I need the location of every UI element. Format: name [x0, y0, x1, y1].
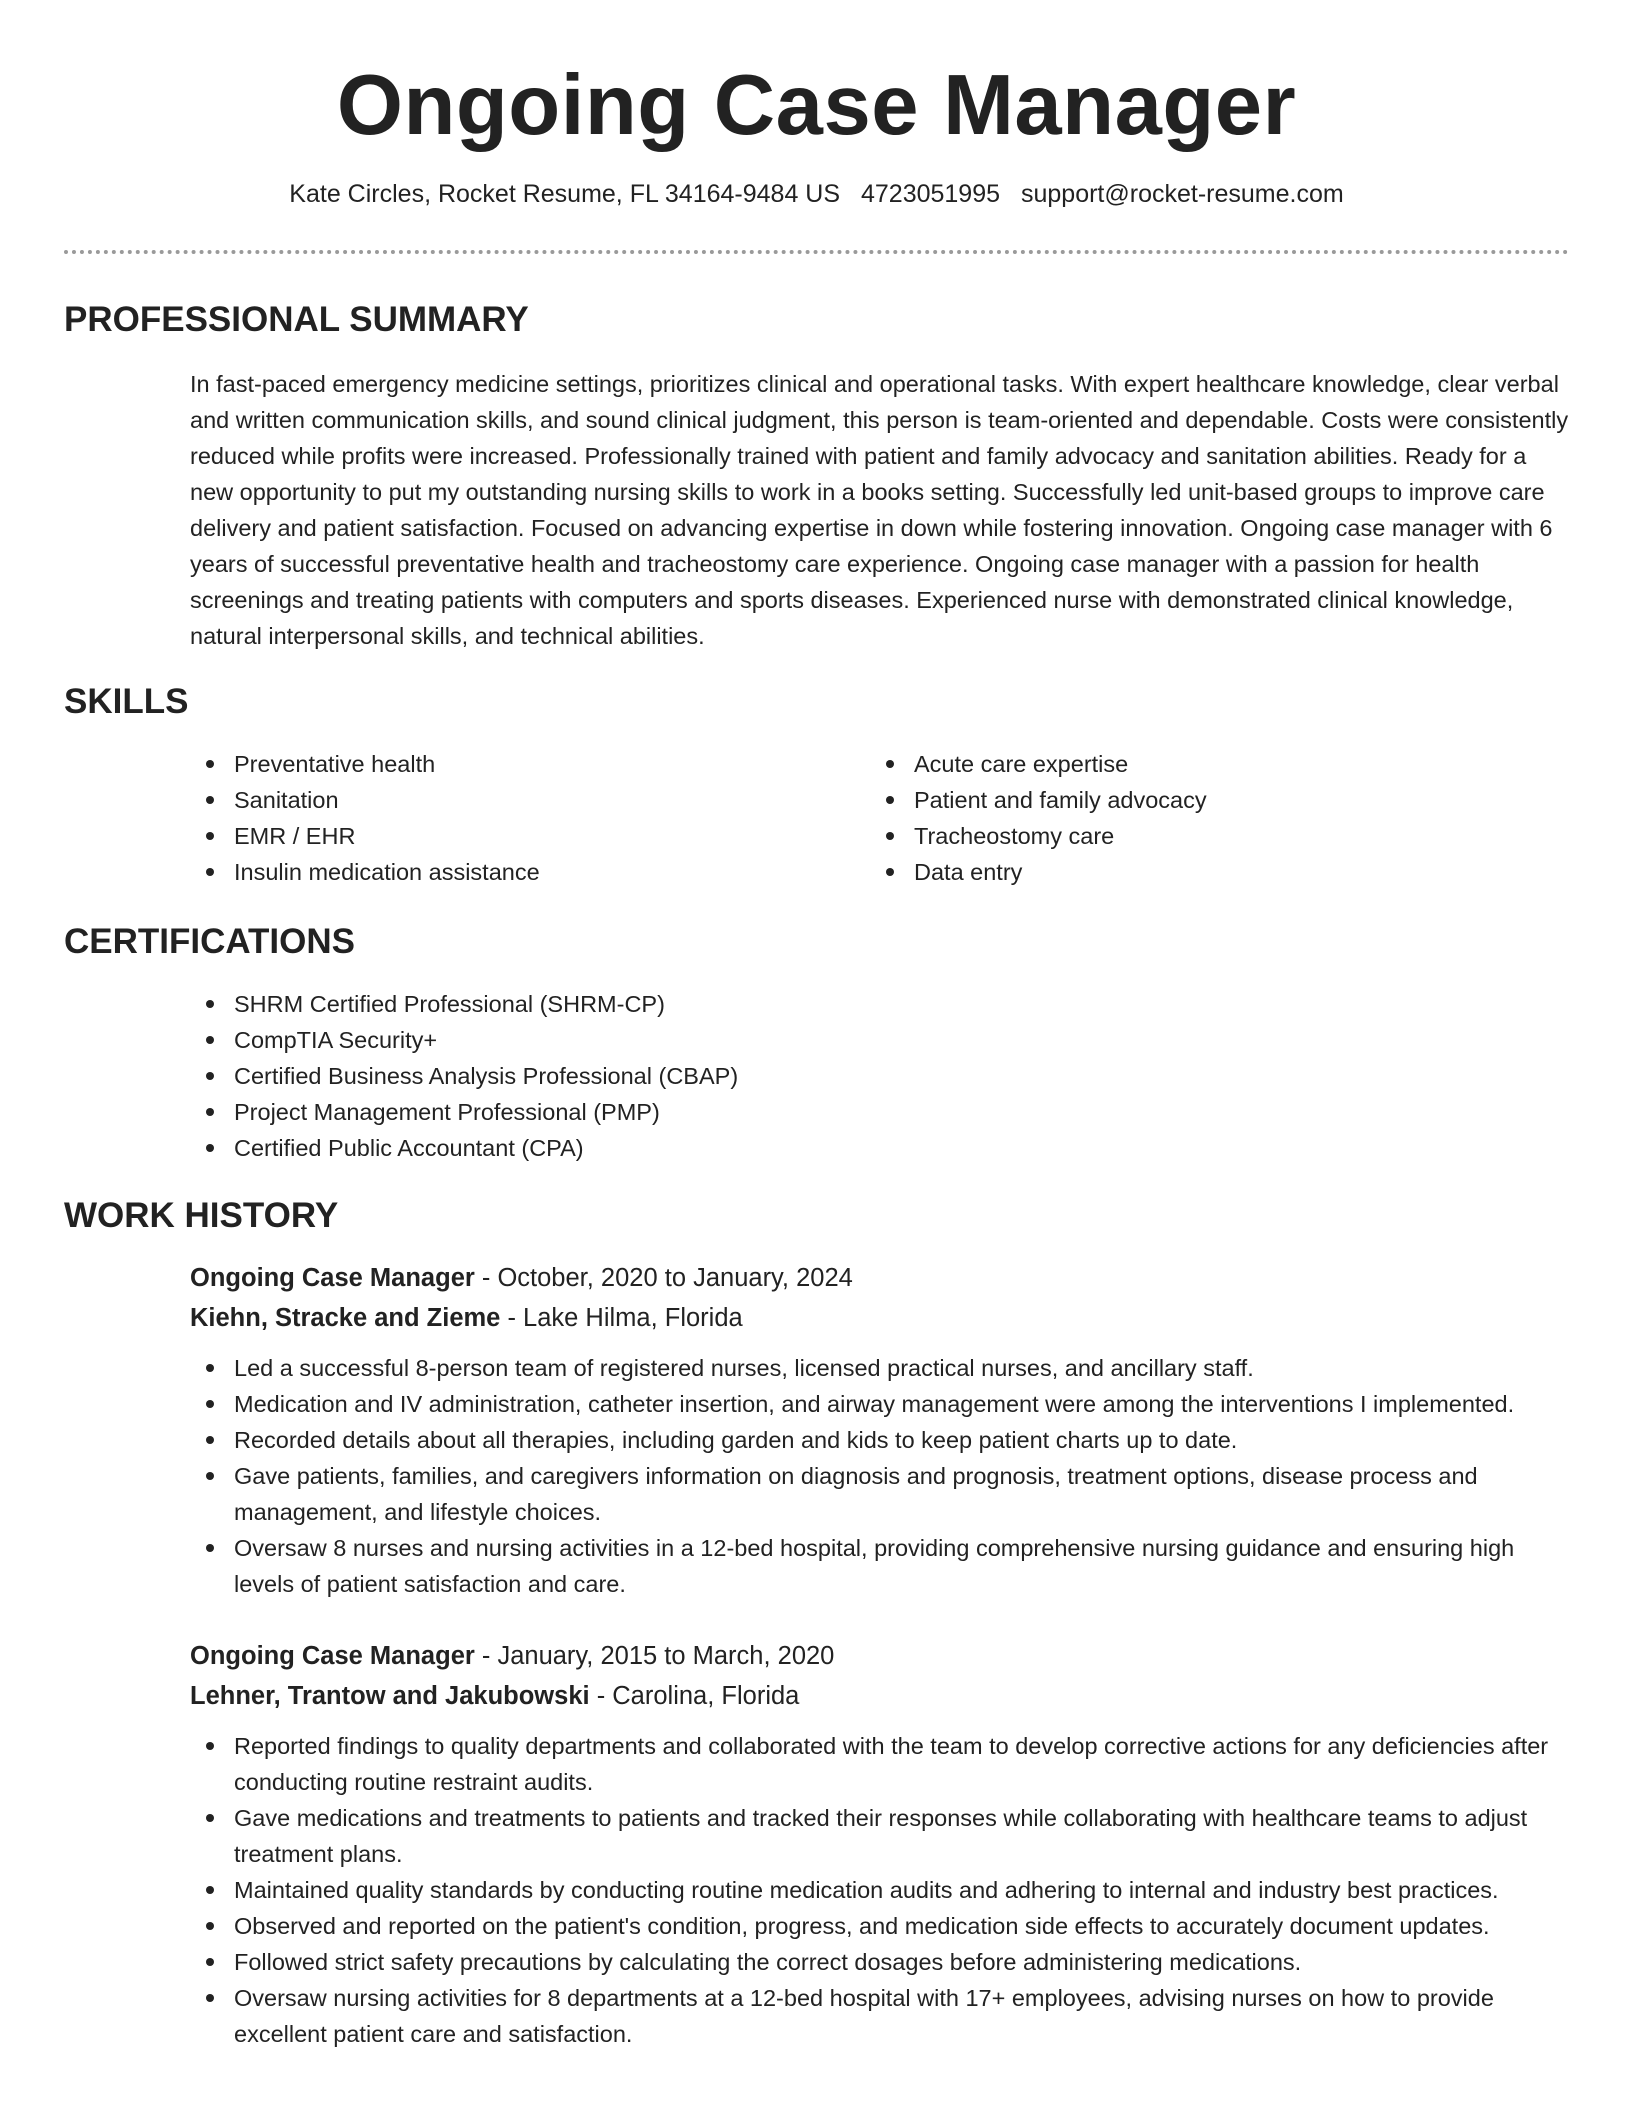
list-item: Followed strict safety precautions by calculating the correct dosages before administering medications.: [190, 1944, 1569, 1980]
list-item: Gave patients, families, and caregivers information on diagnosis and prognosis, treatment options, disease process and management, and lifestyle choices.: [190, 1458, 1569, 1530]
summary-text: In fast-paced emergency medicine settings, prioritizes clinical and operational tasks. With expert healthcare knowledge, clear verbal and written communication skills, and sound clinical judgment, this person is team-oriented and dependable. Costs were consistently reduced while profits were increased. Professionally trained with patient and family advocacy and sanitation abilities. Ready for a new opportunity to put my outstanding nursing skills to work in a books setting. Successfully led unit-based groups to improve care delivery and patient satisfaction. Focused on advancing expertise in down while fostering innovation. Ongoing case manager with 6 years of successful preventative health and tracheostomy care experience. Ongoing case manager with a passion for health screenings and treating patients with computers and sports diseases. Experienced nurse with demonstrated clinical knowledge, natural interpersonal skills, and technical abilities.: [190, 371, 1569, 649]
resume-page: [64, 0, 1569, 2047]
job-bullets: [190, 1350, 1569, 1602]
list-item: Sanitation: [190, 782, 870, 818]
work-history-heading: WORK HISTORY: [64, 1196, 339, 1235]
contact-phone: 4723051995: [860, 180, 1001, 208]
list-item: Recorded details about all therapies, including garden and kids to keep patient charts up to date.: [190, 1422, 1569, 1458]
skills-section: [64, 680, 1569, 890]
job-entry: [190, 1636, 1569, 2052]
contact-line: [64, 178, 1569, 210]
list-item: Acute care expertise: [870, 746, 1550, 782]
list-item: Maintained quality standards by conducting routine medication audits and adhering to internal and industry best practices.: [190, 1872, 1569, 1908]
summary-section: [64, 298, 1569, 654]
list-item: Preventative health: [190, 746, 870, 782]
job-company: Lehner, Trantow and Jakubowski: [190, 1682, 590, 1710]
job-role: Ongoing Case Manager: [190, 1264, 475, 1292]
resume-name: Ongoing Case Manager: [336, 58, 1297, 153]
list-item: Led a successful 8-person team of registered nurses, licensed practical nurses, and ancillary staff.: [190, 1350, 1569, 1386]
contact-address: Kate Circles, Rocket Resume, FL 34164-9484 US: [289, 180, 841, 208]
skills-heading: SKILLS: [64, 682, 189, 721]
job-bullets: [190, 1728, 1569, 2052]
list-item: Observed and reported on the patient's condition, progress, and medication side effects to accurately document updates.: [190, 1908, 1569, 1944]
list-item: Oversaw 8 nurses and nursing activities in a 12-bed hospital, providing comprehensive nursing guidance and ensuring high levels of patient satisfaction and care.: [190, 1530, 1569, 1602]
list-item: SHRM Certified Professional (SHRM-CP): [190, 986, 1569, 1022]
skills-list-left: [190, 746, 870, 890]
job-company-line: [190, 1676, 1569, 1716]
list-item: Reported findings to quality departments and collaborated with the team to develop corrective actions for any deficiencies after conducting routine restraint audits.: [190, 1728, 1569, 1800]
list-item: Tracheostomy care: [870, 818, 1550, 854]
job-company: Kiehn, Stracke and Zieme: [190, 1304, 501, 1332]
job-title-line: [190, 1636, 1569, 1676]
header-divider: [64, 250, 1569, 254]
contact-email: support@rocket-resume.com: [1020, 180, 1344, 208]
job-entry: [190, 1258, 1569, 1602]
list-item: Medication and IV administration, catheter insertion, and airway management were among the interventions I implemented.: [190, 1386, 1569, 1422]
list-item: Data entry: [870, 854, 1550, 890]
skills-list-right: [870, 746, 1550, 890]
certifications-list: [190, 986, 1569, 1166]
list-item: Patient and family advocacy: [870, 782, 1550, 818]
list-item: CompTIA Security+: [190, 1022, 1569, 1058]
list-item: Insulin medication assistance: [190, 854, 870, 890]
job-company-line: [190, 1298, 1569, 1338]
summary-heading: PROFESSIONAL SUMMARY: [64, 300, 529, 339]
job-dates: - January, 2015 to March, 2020: [474, 1642, 835, 1670]
certifications-heading: CERTIFICATIONS: [64, 922, 356, 961]
job-location: - Lake Hilma, Florida: [500, 1304, 743, 1332]
certifications-section: [64, 920, 1569, 1166]
job-dates: - October, 2020 to January, 2024: [474, 1264, 853, 1292]
list-item: Gave medications and treatments to patients and tracked their responses while collaborating with healthcare teams to adjust treatment plans.: [190, 1800, 1569, 1872]
work-history-section: [64, 1194, 1569, 2052]
job-location: - Carolina, Florida: [589, 1682, 800, 1710]
skills-columns: [190, 746, 1569, 890]
list-item: Certified Public Accountant (CPA): [190, 1130, 1569, 1166]
list-item: Certified Business Analysis Professional (CBAP): [190, 1058, 1569, 1094]
list-item: EMR / EHR: [190, 818, 870, 854]
job-role: Ongoing Case Manager: [190, 1642, 475, 1670]
list-item: Oversaw nursing activities for 8 departments at a 12-bed hospital with 17+ employees, advising nurses on how to provide excellent patient care and satisfaction.: [190, 1980, 1569, 2052]
job-title-line: [190, 1258, 1569, 1298]
list-item: Project Management Professional (PMP): [190, 1094, 1569, 1130]
